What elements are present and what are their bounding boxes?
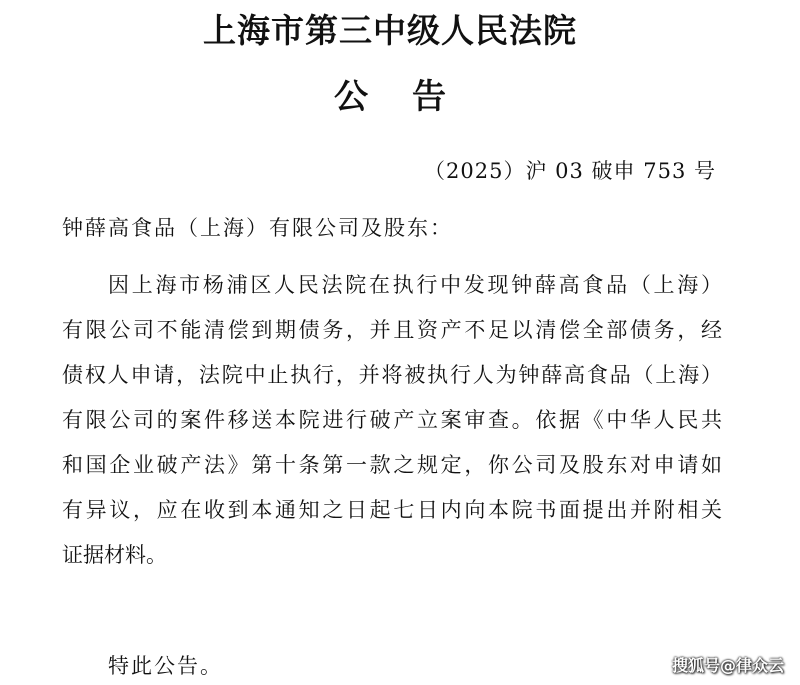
body-line: 和国企业破产法》第十条第一款之规定，你公司及股东对申请如 (62, 453, 722, 477)
watermark: 搜狐号@律众云 (671, 656, 784, 675)
notice-body (62, 263, 722, 578)
case-number: （2025）沪 03 破申 753 号 (424, 159, 716, 183)
addressee: 钟薛高食品（上海）有限公司及股东： (62, 216, 453, 240)
body-line: 有限公司不能清偿到期债务，并且资产不足以清偿全部债务，经 (62, 318, 722, 342)
body-line: 证据材料。 (62, 543, 167, 567)
body-line: 债权人申请，法院中止执行，并将被执行人为钟薛高食品（上海） (62, 363, 722, 387)
body-line: 有限公司的案件移送本院进行破产立案审查。依据《中华人民共 (62, 408, 722, 432)
body-line: 因上海市杨浦区人民法院在执行中发现钟薛高食品（上海） (108, 273, 722, 297)
body-line: 有异议，应在收到本通知之日起七日内向本院书面提出并附相关 (62, 498, 722, 522)
closing-remark: 特此公告。 (108, 654, 223, 678)
notice-title: 公告 (334, 77, 490, 117)
court-name: 上海市第三中级人民法院 (203, 11, 577, 50)
